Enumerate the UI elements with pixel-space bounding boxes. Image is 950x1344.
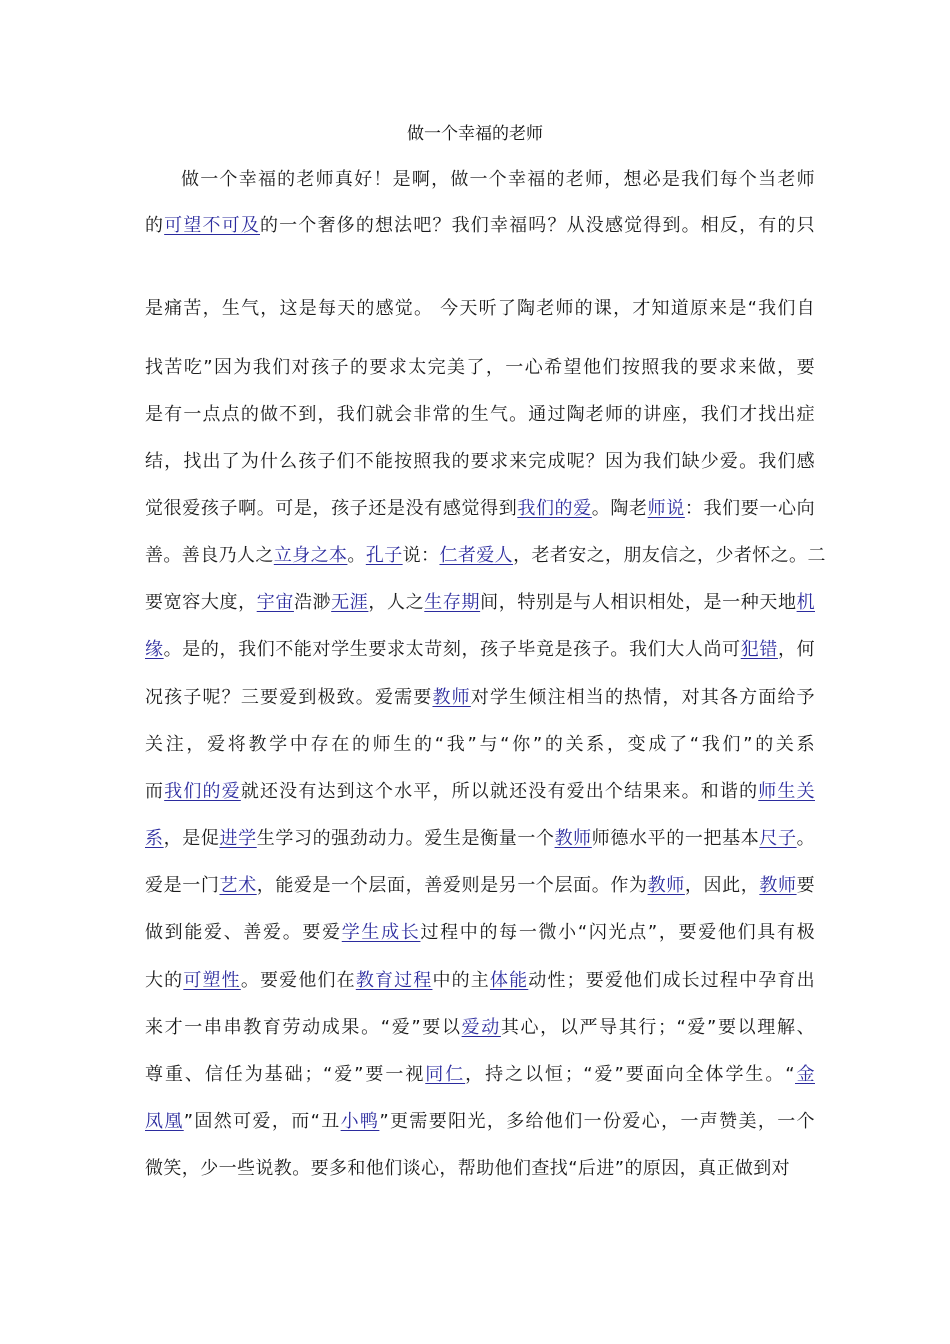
hyperlink[interactable]: 可塑性: [183, 970, 241, 991]
hyperlink[interactable]: 缘: [145, 639, 164, 660]
hyperlink[interactable]: 我们的爱: [517, 498, 592, 519]
hyperlink[interactable]: 学生成长: [341, 922, 421, 943]
text-line: [145, 294, 815, 324]
text-run: 是有一点点的做不到，我们就会非常的生气。通过陶老师的讲座，我们才找出症: [145, 404, 815, 425]
text-line: [145, 824, 815, 854]
text-run: 做一个幸福的老师真好！是啊，做一个幸福的老师，想必是我们每个当老师: [181, 169, 815, 190]
text-run: 。: [796, 828, 815, 849]
text-run: 况孩子呢？三要爱到极致。爱需要: [145, 687, 433, 708]
text-run: 。: [347, 545, 366, 566]
text-run: 对学生倾注相当的热情，对其各方面给予: [470, 687, 816, 708]
hyperlink[interactable]: 尺子: [759, 828, 797, 849]
hyperlink[interactable]: 犯错: [740, 639, 778, 660]
hyperlink[interactable]: 立身之本: [273, 545, 348, 566]
text-line: [181, 165, 815, 195]
text-run: ”固然可爱，而“丑: [183, 1111, 341, 1132]
hyperlink[interactable]: 同仁: [425, 1064, 466, 1085]
text-run: ，老者安之，朋友信之，少者怀之。二: [513, 545, 826, 566]
text-line: [145, 353, 815, 383]
text-run: ：我们要一心向: [684, 498, 815, 519]
text-line: [145, 541, 826, 571]
text-run: 结，找出了为什么孩子们不能按照我的要求来完成呢？因为我们缺少爱。我们感: [145, 451, 815, 472]
hyperlink[interactable]: 机: [796, 592, 815, 613]
text-line: [145, 683, 815, 713]
text-run: ，是促: [163, 828, 220, 849]
text-line: [145, 871, 815, 901]
text-run: 。陶老: [591, 498, 648, 519]
hyperlink[interactable]: 无涯: [331, 592, 369, 613]
text-run: 要: [796, 875, 815, 896]
hyperlink[interactable]: 宇宙: [256, 592, 294, 613]
hyperlink[interactable]: 艺术: [219, 875, 257, 896]
text-line: [145, 211, 815, 241]
text-run: 的: [145, 215, 165, 236]
hyperlink[interactable]: 教师: [759, 875, 797, 896]
text-run: ，持之以恒；“爱”要面向全体学生。“: [465, 1064, 796, 1085]
text-run: 来才一串串教育劳动成果。“爱”要以: [145, 1017, 462, 1038]
hyperlink[interactable]: 凤凰: [145, 1111, 184, 1132]
text-run: 而: [145, 781, 165, 802]
hyperlink[interactable]: 孔子: [365, 545, 403, 566]
text-run: 浩渺: [293, 592, 332, 613]
text-line: [145, 777, 815, 807]
text-line: [145, 635, 815, 665]
page-title: 做一个幸福的老师: [407, 124, 543, 144]
text-run: 说：: [402, 545, 440, 566]
text-run: 关注，爱将教学中存在的师生的“我”与“你”的关系，变成了“我们”的关系: [145, 734, 815, 755]
hyperlink[interactable]: 我们的爱: [164, 781, 241, 802]
hyperlink[interactable]: 教师: [554, 828, 592, 849]
text-run: 过程中的每一微小“闪光点”，要爱他们具有极: [420, 922, 815, 943]
hyperlink[interactable]: 仁者爱人: [439, 545, 514, 566]
hyperlink[interactable]: 生存期: [424, 592, 481, 613]
text-line: [145, 494, 815, 524]
hyperlink[interactable]: 教师: [647, 875, 685, 896]
text-run: 善。善良乃人之: [145, 545, 274, 566]
hyperlink[interactable]: 师生关: [758, 781, 815, 802]
text-run: 觉很爱孩子啊。可是，孩子还是没有感觉得到: [145, 498, 518, 519]
text-run: ，人之: [368, 592, 425, 613]
text-run: 生学习的强劲动力。爱生是衡量一个: [256, 828, 555, 849]
text-line: [145, 1107, 815, 1137]
text-run: 做到能爱、善爱。要爱: [145, 922, 342, 943]
text-run: 找苦吃”因为我们对孩子的要求太完美了，一心希望他们按照我的要求来做，要: [145, 357, 815, 378]
hyperlink[interactable]: 可望不可及: [164, 215, 260, 236]
text-line: [145, 918, 815, 948]
text-line: [145, 1154, 815, 1184]
text-line: [145, 588, 815, 618]
text-run: 其心，以严导其行；“爱”要以理解、: [500, 1017, 815, 1038]
hyperlink[interactable]: 系: [145, 828, 164, 849]
hyperlink[interactable]: 教师: [432, 687, 471, 708]
hyperlink[interactable]: 师说: [647, 498, 685, 519]
text-run: ，因此，: [684, 875, 760, 896]
text-run: ”更需要阳光，多给他们一份爱心，一声赞美，一个: [379, 1111, 815, 1132]
text-run: 。是的，我们不能对学生要求太苛刻，孩子毕竟是孩子。我们大人尚可: [163, 639, 741, 660]
text-run: 间，特别是与人相识相处，是一种天地: [480, 592, 797, 613]
hyperlink[interactable]: 金: [795, 1064, 815, 1085]
text-line: [145, 447, 815, 477]
hyperlink[interactable]: 小鸭: [340, 1111, 380, 1132]
text-line: [145, 730, 815, 760]
text-run: 爱是一门: [145, 875, 220, 896]
text-run: 尊重、信任为基础；“爱”要一视: [145, 1064, 426, 1085]
text-run: ，何: [777, 639, 815, 660]
text-run: 。要爱他们在: [240, 970, 356, 991]
text-run: 动性；要爱他们成长过程中孕育出: [528, 970, 815, 991]
hyperlink[interactable]: 爱动: [461, 1017, 501, 1038]
hyperlink[interactable]: 进学: [219, 828, 257, 849]
text-run: 微笑，少一些说教。要多和他们谈心，帮助他们查找“后进”的原因，真正做到对: [145, 1158, 791, 1179]
hyperlink[interactable]: 教育过程: [355, 970, 433, 991]
text-run: 中的主: [432, 970, 490, 991]
text-line: [145, 400, 815, 430]
text-run: ，能爱是一个层面，善爱则是另一个层面。作为: [256, 875, 648, 896]
text-run: 要宽容大度，: [145, 592, 257, 613]
text-line: [145, 1013, 815, 1043]
text-run: 就还没有达到这个水平，所以就还没有爱出个结果来。和谐的: [240, 781, 759, 802]
text-run: 师德水平的一把基本: [591, 828, 760, 849]
text-run: 的一个奢侈的想法吧？我们幸福吗？从没感觉得到。相反，有的只: [260, 215, 815, 236]
text-line: [145, 966, 815, 996]
hyperlink[interactable]: 体能: [489, 970, 529, 991]
text-run: 大的: [145, 970, 184, 991]
text-run: 是痛苦，生气，这是每天的感觉。 今天听了陶老师的课，才知道原来是“我们自: [145, 298, 815, 319]
text-line: [145, 1060, 815, 1090]
